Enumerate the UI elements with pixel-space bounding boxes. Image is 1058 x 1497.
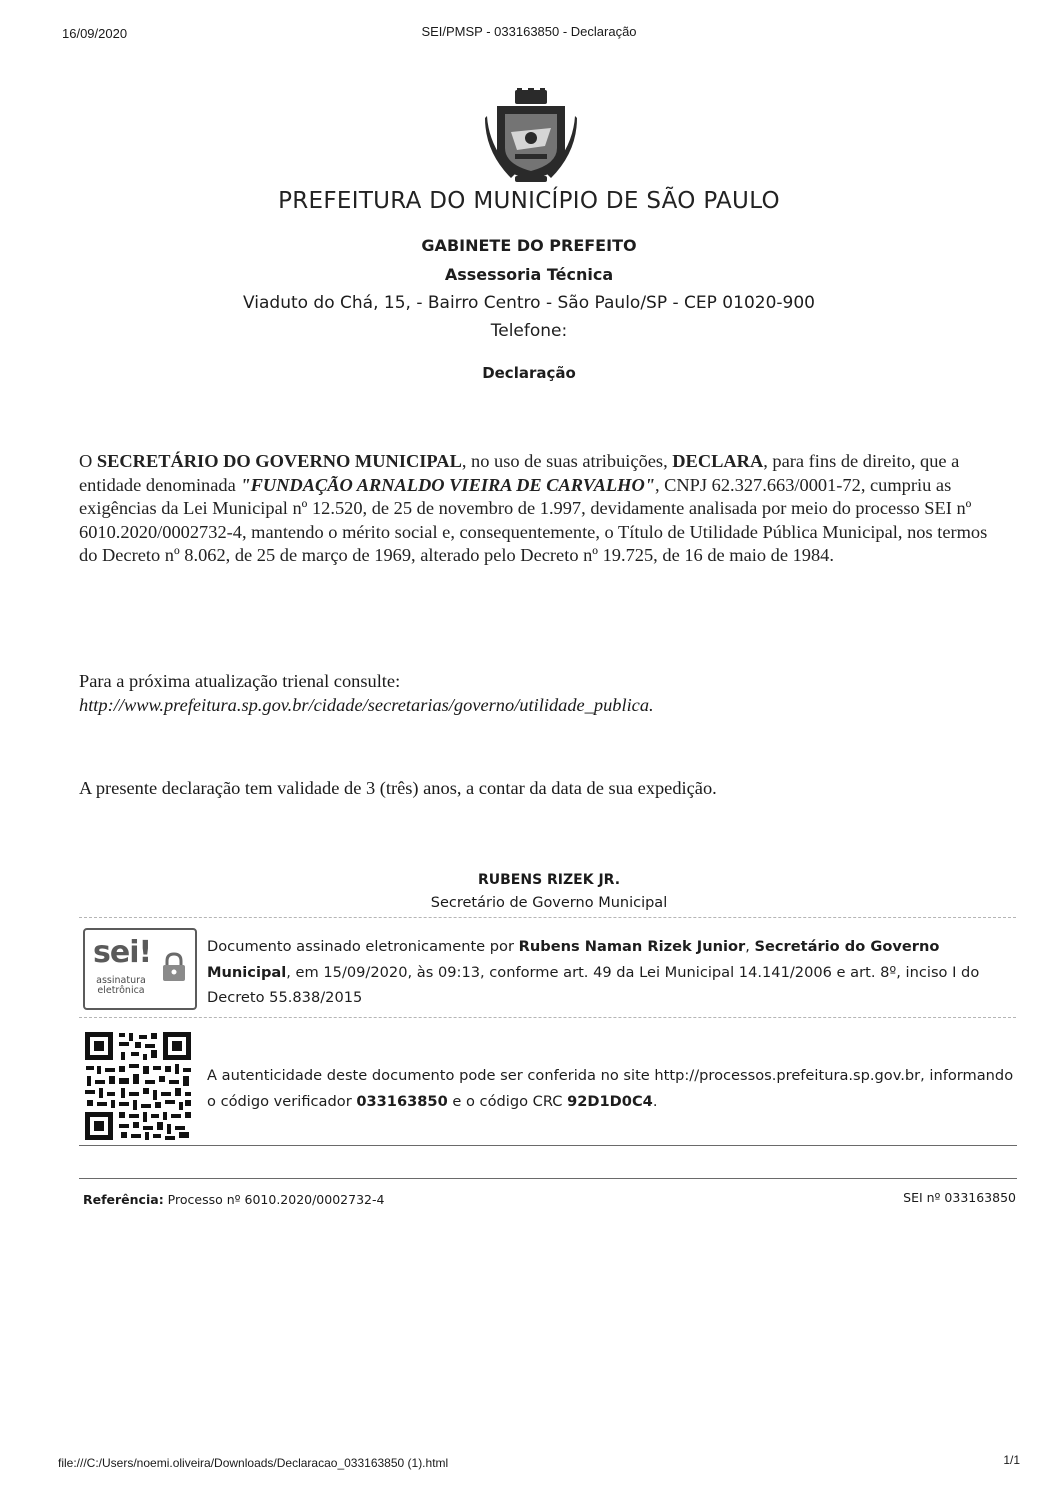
consult-block bbox=[79, 670, 654, 717]
department-name: Assessoria Técnica bbox=[444, 265, 614, 284]
sei-signature-badge bbox=[83, 928, 197, 1010]
sei-logo-caption: assinatura eletrônica bbox=[96, 975, 146, 996]
signatory-role: Secretário de Governo Municipal bbox=[430, 895, 668, 911]
declares-word: DECLARA bbox=[672, 451, 764, 471]
document-type: Declaração bbox=[482, 364, 576, 382]
coat-of-arms-icon bbox=[485, 88, 577, 186]
page-number: 1/1 bbox=[1003, 1453, 1020, 1467]
print-page-title: SEI/PMSP - 033163850 - Declaração bbox=[421, 24, 637, 39]
declaration-paragraph: O SECRETÁRIO DO GOVERNO MUNICIPAL, no uso de suas atribuições, DECLARA, para fins de direito, que a entidade denominada "FUNDAÇÃO ARNALDO VIEIRA DE CARVALHO", CNPJ 62.327.663/0001-72, cumpriu as exigências da Lei Municipal nº 12.520, de 25 de novembro de 1.997, devidamente analisada por meio do processo SEI nº 6010.2020/0002732-4, mantendo o mérito social e, consequentemente, o Título de Utilidade Pública Municipal, nos termos do Decreto nº 8.062, de 25 de março de 1969, alterado pelo Decreto nº 19.725, de 16 de maio de 1984. bbox=[79, 451, 988, 565]
verifier-code: 033163850 bbox=[356, 1092, 448, 1110]
signatory-name: RUBENS RIZEK JR. bbox=[477, 872, 621, 888]
divider bbox=[79, 1178, 1017, 1179]
divider bbox=[79, 917, 1016, 918]
office-name: GABINETE DO PREFEITO bbox=[421, 236, 637, 255]
signer-full-name: Rubens Naman Rizek Junior bbox=[518, 938, 746, 955]
address: Viaduto do Chá, 15, - Bairro Centro - São Paulo/SP - CEP 01020-900 bbox=[243, 293, 815, 313]
sei-logo-word: sei! bbox=[93, 935, 152, 970]
municipality-title: PREFEITURA DO MUNICÍPIO DE SÃO PAULO bbox=[278, 188, 780, 214]
crc-code: 92D1D0C4 bbox=[567, 1092, 653, 1110]
sei-document-number: SEI nº 033163850 bbox=[903, 1190, 1016, 1205]
entity-name: "FUNDAÇÃO ARNALDO VIEIRA DE CARVALHO" bbox=[240, 474, 655, 495]
consult-url[interactable]: http://www.prefeitura.sp.gov.br/cidade/secretarias/governo/utilidade_publica. bbox=[79, 694, 654, 715]
print-date: 16/09/2020 bbox=[62, 26, 128, 41]
qr-code-icon bbox=[83, 1030, 193, 1142]
divider bbox=[79, 1145, 1017, 1146]
signer-role: Secretário do Governo Municipal bbox=[207, 938, 940, 981]
phone-label: Telefone: bbox=[490, 321, 568, 341]
process-reference: Referência: Processo nº 6010.2020/0002732-4 bbox=[83, 1192, 385, 1207]
authenticity-text: A autenticidade deste documento pode ser conferida no site http://processos.prefeitura.sp.gov.br, informando o código verificador 033163850 e o código CRC 92D1D0C4. bbox=[207, 1067, 1014, 1110]
consult-label: Para a próxima atualização trienal consulte: bbox=[79, 671, 401, 691]
validity-statement: A presente declaração tem validade de 3 (três) anos, a contar da data de sua expedição. bbox=[79, 778, 717, 798]
print-file-path: file:///C:/Users/noemi.oliveira/Downloads/Declaracao_033163850 (1).html bbox=[58, 1456, 449, 1470]
electronic-signature-text: Documento assinado eletronicamente por Rubens Naman Rizek Junior, Secretário do Governo Municipal, em 15/09/2020, às 09:13, conforme art. 49 da Lei Municipal 14.141/2006 e art. 8º, inciso I do Decreto 55.838/2015 bbox=[207, 938, 980, 1006]
secretary-title: SECRETÁRIO DO GOVERNO MUNICIPAL bbox=[96, 451, 462, 471]
lock-icon bbox=[161, 952, 187, 982]
divider bbox=[79, 1017, 1016, 1018]
